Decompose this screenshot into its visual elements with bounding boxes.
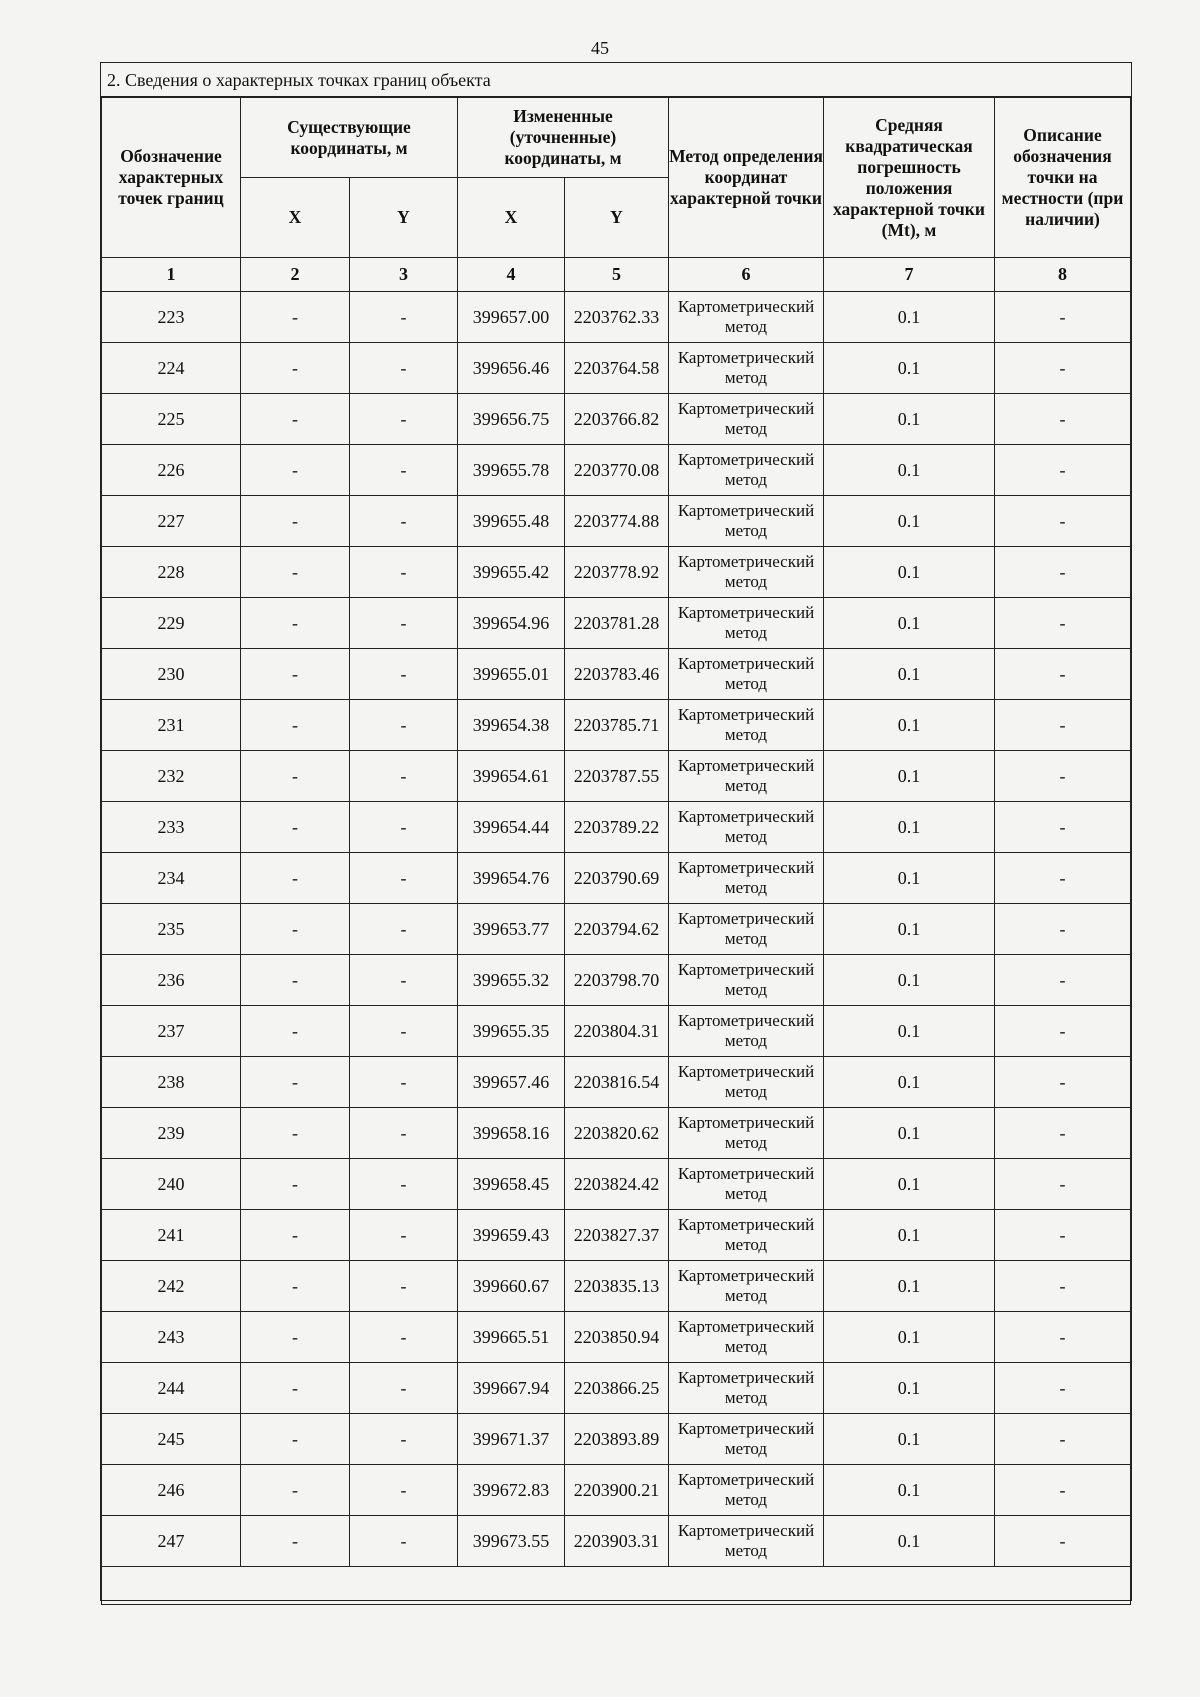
cell-changed-x: 399656.75: [458, 394, 565, 445]
cell-changed-y: 2203764.58: [565, 343, 669, 394]
cell-existing-x: -: [241, 547, 350, 598]
cell-existing-x: -: [241, 853, 350, 904]
cell-method: Картометрический метод: [669, 1363, 824, 1414]
cell-existing-x: -: [241, 343, 350, 394]
cell-method: Картометрический метод: [669, 904, 824, 955]
cell-mean-square-error: 0.1: [824, 853, 995, 904]
cell-existing-x: -: [241, 598, 350, 649]
cell-changed-y: 2203774.88: [565, 496, 669, 547]
empty-row: [102, 1567, 1131, 1605]
cell-existing-x: -: [241, 1006, 350, 1057]
header-changed-y: Y: [565, 178, 669, 258]
table-row: [102, 445, 1131, 496]
cell-point-designation: 226: [102, 445, 241, 496]
cell-description: -: [995, 955, 1131, 1006]
cell-existing-y: -: [350, 700, 458, 751]
cell-point-designation: 245: [102, 1414, 241, 1465]
cell-changed-x: 399667.94: [458, 1363, 565, 1414]
cell-changed-x: 399655.35: [458, 1006, 565, 1057]
table-row: [102, 802, 1131, 853]
table-row: [102, 1057, 1131, 1108]
cell-method: Картометрический метод: [669, 1159, 824, 1210]
cell-method: Картометрический метод: [669, 445, 824, 496]
cell-method: Картометрический метод: [669, 1465, 824, 1516]
cell-changed-y: 2203816.54: [565, 1057, 669, 1108]
cell-method: Картометрический метод: [669, 598, 824, 649]
cell-method: Картометрический метод: [669, 1516, 824, 1567]
document-frame: [100, 62, 1132, 1601]
cell-mean-square-error: 0.1: [824, 1006, 995, 1057]
cell-point-designation: 243: [102, 1312, 241, 1363]
cell-method: Картометрический метод: [669, 496, 824, 547]
cell-method: Картометрический метод: [669, 547, 824, 598]
section-title: 2. Сведения о характерных точках границ объекта: [101, 63, 1131, 97]
cell-point-designation: 240: [102, 1159, 241, 1210]
cell-existing-y: -: [350, 1414, 458, 1465]
table-row: [102, 904, 1131, 955]
table-row: [102, 1312, 1131, 1363]
cell-mean-square-error: 0.1: [824, 496, 995, 547]
cell-existing-x: -: [241, 445, 350, 496]
cell-description: -: [995, 1516, 1131, 1567]
cell-existing-y: -: [350, 853, 458, 904]
cell-point-designation: 238: [102, 1057, 241, 1108]
cell-mean-square-error: 0.1: [824, 1312, 995, 1363]
cell-changed-x: 399658.45: [458, 1159, 565, 1210]
cell-point-designation: 225: [102, 394, 241, 445]
cell-point-designation: 244: [102, 1363, 241, 1414]
column-number: 6: [669, 258, 824, 292]
cell-existing-y: -: [350, 649, 458, 700]
cell-method: Картометрический метод: [669, 1312, 824, 1363]
cell-changed-y: 2203820.62: [565, 1108, 669, 1159]
cell-method: Картометрический метод: [669, 1006, 824, 1057]
header-existing-y: Y: [350, 178, 458, 258]
cell-point-designation: 230: [102, 649, 241, 700]
cell-description: -: [995, 394, 1131, 445]
cell-description: -: [995, 1465, 1131, 1516]
cell-changed-y: 2203762.33: [565, 292, 669, 343]
cell-existing-x: -: [241, 292, 350, 343]
cell-existing-x: -: [241, 1465, 350, 1516]
cell-changed-x: 399657.00: [458, 292, 565, 343]
cell-changed-y: 2203790.69: [565, 853, 669, 904]
column-number: 2: [241, 258, 350, 292]
cell-method: Картометрический метод: [669, 1108, 824, 1159]
cell-description: -: [995, 1210, 1131, 1261]
header-changed-coordinates: Измененные (уточненные) координаты, м: [458, 98, 669, 178]
cell-changed-x: 399654.38: [458, 700, 565, 751]
table-row: [102, 751, 1131, 802]
cell-point-designation: 227: [102, 496, 241, 547]
cell-method: Картометрический метод: [669, 751, 824, 802]
cell-changed-x: 399654.76: [458, 853, 565, 904]
cell-existing-x: -: [241, 1363, 350, 1414]
cell-existing-y: -: [350, 904, 458, 955]
cell-description: -: [995, 496, 1131, 547]
cell-existing-x: -: [241, 496, 350, 547]
cell-existing-y: -: [350, 445, 458, 496]
cell-mean-square-error: 0.1: [824, 1516, 995, 1567]
cell-changed-x: 399659.43: [458, 1210, 565, 1261]
column-numbers-row: [102, 258, 1131, 292]
table-row: [102, 547, 1131, 598]
table-row: [102, 1108, 1131, 1159]
column-number: 7: [824, 258, 995, 292]
cell-existing-x: -: [241, 904, 350, 955]
cell-point-designation: 224: [102, 343, 241, 394]
cell-point-designation: 236: [102, 955, 241, 1006]
cell-mean-square-error: 0.1: [824, 904, 995, 955]
cell-changed-y: 2203785.71: [565, 700, 669, 751]
cell-description: -: [995, 1363, 1131, 1414]
cell-existing-x: -: [241, 1210, 350, 1261]
cell-mean-square-error: 0.1: [824, 394, 995, 445]
cell-existing-y: -: [350, 751, 458, 802]
cell-mean-square-error: 0.1: [824, 1210, 995, 1261]
table-row: [102, 1516, 1131, 1567]
cell-description: -: [995, 1312, 1131, 1363]
cell-point-designation: 232: [102, 751, 241, 802]
cell-mean-square-error: 0.1: [824, 1465, 995, 1516]
cell-description: -: [995, 292, 1131, 343]
cell-changed-y: 2203824.42: [565, 1159, 669, 1210]
empty-cell: [102, 1567, 1131, 1605]
cell-existing-y: -: [350, 1210, 458, 1261]
header-existing-x: X: [241, 178, 350, 258]
cell-existing-x: -: [241, 1516, 350, 1567]
coordinates-table: [101, 97, 1131, 1605]
cell-changed-x: 399672.83: [458, 1465, 565, 1516]
cell-mean-square-error: 0.1: [824, 343, 995, 394]
cell-point-designation: 234: [102, 853, 241, 904]
cell-changed-x: 399655.78: [458, 445, 565, 496]
column-number: 4: [458, 258, 565, 292]
cell-changed-y: 2203850.94: [565, 1312, 669, 1363]
cell-mean-square-error: 0.1: [824, 292, 995, 343]
cell-changed-x: 399655.48: [458, 496, 565, 547]
table-row: [102, 343, 1131, 394]
table-row: [102, 1363, 1131, 1414]
cell-point-designation: 223: [102, 292, 241, 343]
column-number: 8: [995, 258, 1131, 292]
cell-changed-y: 2203783.46: [565, 649, 669, 700]
cell-changed-x: 399673.55: [458, 1516, 565, 1567]
cell-changed-x: 399671.37: [458, 1414, 565, 1465]
cell-description: -: [995, 1108, 1131, 1159]
cell-changed-y: 2203794.62: [565, 904, 669, 955]
cell-changed-x: 399655.32: [458, 955, 565, 1006]
cell-changed-x: 399655.42: [458, 547, 565, 598]
cell-mean-square-error: 0.1: [824, 1414, 995, 1465]
cell-description: -: [995, 1261, 1131, 1312]
cell-existing-y: -: [350, 1363, 458, 1414]
cell-mean-square-error: 0.1: [824, 802, 995, 853]
column-number: 1: [102, 258, 241, 292]
cell-changed-x: 399657.46: [458, 1057, 565, 1108]
cell-existing-x: -: [241, 1057, 350, 1108]
cell-mean-square-error: 0.1: [824, 1261, 995, 1312]
cell-existing-x: -: [241, 394, 350, 445]
cell-point-designation: 242: [102, 1261, 241, 1312]
cell-changed-y: 2203778.92: [565, 547, 669, 598]
cell-mean-square-error: 0.1: [824, 700, 995, 751]
cell-changed-y: 2203787.55: [565, 751, 669, 802]
cell-existing-x: -: [241, 1414, 350, 1465]
cell-description: -: [995, 751, 1131, 802]
cell-point-designation: 239: [102, 1108, 241, 1159]
cell-method: Картометрический метод: [669, 853, 824, 904]
cell-description: -: [995, 1414, 1131, 1465]
cell-existing-y: -: [350, 1057, 458, 1108]
cell-changed-y: 2203835.13: [565, 1261, 669, 1312]
cell-method: Картометрический метод: [669, 292, 824, 343]
cell-existing-x: -: [241, 1108, 350, 1159]
column-number: 5: [565, 258, 669, 292]
cell-existing-x: -: [241, 700, 350, 751]
table-row: [102, 1210, 1131, 1261]
cell-changed-y: 2203766.82: [565, 394, 669, 445]
cell-existing-y: -: [350, 1006, 458, 1057]
table-row: [102, 496, 1131, 547]
cell-existing-x: -: [241, 1261, 350, 1312]
cell-description: -: [995, 700, 1131, 751]
cell-changed-y: 2203789.22: [565, 802, 669, 853]
cell-method: Картометрический метод: [669, 700, 824, 751]
table-row: [102, 1261, 1131, 1312]
cell-changed-x: 399658.16: [458, 1108, 565, 1159]
cell-existing-y: -: [350, 343, 458, 394]
cell-existing-y: -: [350, 547, 458, 598]
cell-mean-square-error: 0.1: [824, 1108, 995, 1159]
cell-method: Картометрический метод: [669, 802, 824, 853]
cell-point-designation: 231: [102, 700, 241, 751]
table-row: [102, 1006, 1131, 1057]
cell-mean-square-error: 0.1: [824, 649, 995, 700]
cell-changed-y: 2203903.31: [565, 1516, 669, 1567]
cell-mean-square-error: 0.1: [824, 751, 995, 802]
cell-existing-y: -: [350, 802, 458, 853]
cell-method: Картометрический метод: [669, 1414, 824, 1465]
cell-mean-square-error: 0.1: [824, 547, 995, 598]
page-number: 45: [591, 38, 609, 58]
cell-description: -: [995, 547, 1131, 598]
cell-existing-x: -: [241, 751, 350, 802]
cell-description: -: [995, 598, 1131, 649]
cell-changed-y: 2203866.25: [565, 1363, 669, 1414]
cell-mean-square-error: 0.1: [824, 1363, 995, 1414]
cell-existing-x: -: [241, 802, 350, 853]
cell-existing-y: -: [350, 394, 458, 445]
cell-point-designation: 228: [102, 547, 241, 598]
cell-description: -: [995, 802, 1131, 853]
header-existing-coordinates: Существующие координаты, м: [241, 98, 458, 178]
cell-method: Картометрический метод: [669, 1057, 824, 1108]
cell-changed-y: 2203770.08: [565, 445, 669, 496]
cell-method: Картометрический метод: [669, 649, 824, 700]
cell-changed-x: 399653.77: [458, 904, 565, 955]
cell-description: -: [995, 343, 1131, 394]
cell-existing-x: -: [241, 649, 350, 700]
table-row: [102, 394, 1131, 445]
table-row: [102, 700, 1131, 751]
cell-changed-x: 399654.44: [458, 802, 565, 853]
cell-changed-x: 399654.96: [458, 598, 565, 649]
cell-point-designation: 247: [102, 1516, 241, 1567]
table-row: [102, 598, 1131, 649]
cell-existing-x: -: [241, 1159, 350, 1210]
cell-existing-y: -: [350, 955, 458, 1006]
cell-existing-y: -: [350, 1261, 458, 1312]
table-row: [102, 1465, 1131, 1516]
cell-description: -: [995, 853, 1131, 904]
header-description: Описание обозначения точки на местности (при наличии): [995, 98, 1131, 258]
cell-description: -: [995, 904, 1131, 955]
cell-method: Картометрический метод: [669, 343, 824, 394]
header-point-designation: Обозначение характерных точек границ: [102, 98, 241, 258]
cell-mean-square-error: 0.1: [824, 445, 995, 496]
cell-mean-square-error: 0.1: [824, 1159, 995, 1210]
cell-method: Картометрический метод: [669, 1261, 824, 1312]
cell-existing-y: -: [350, 1159, 458, 1210]
cell-existing-y: -: [350, 598, 458, 649]
cell-existing-y: -: [350, 496, 458, 547]
header-changed-x: X: [458, 178, 565, 258]
header-method: Метод определения координат характерной точки: [669, 98, 824, 258]
cell-description: -: [995, 1057, 1131, 1108]
cell-existing-y: -: [350, 1516, 458, 1567]
cell-changed-y: 2203781.28: [565, 598, 669, 649]
cell-description: -: [995, 1159, 1131, 1210]
cell-existing-y: -: [350, 1465, 458, 1516]
cell-description: -: [995, 445, 1131, 496]
table-row: [102, 1159, 1131, 1210]
cell-changed-x: 399656.46: [458, 343, 565, 394]
cell-point-designation: 233: [102, 802, 241, 853]
cell-changed-x: 399660.67: [458, 1261, 565, 1312]
cell-changed-y: 2203893.89: [565, 1414, 669, 1465]
cell-changed-x: 399655.01: [458, 649, 565, 700]
table-row: [102, 853, 1131, 904]
table-row: [102, 1414, 1131, 1465]
cell-existing-x: -: [241, 955, 350, 1006]
cell-changed-y: 2203798.70: [565, 955, 669, 1006]
cell-point-designation: 241: [102, 1210, 241, 1261]
column-number: 3: [350, 258, 458, 292]
cell-existing-y: -: [350, 1312, 458, 1363]
cell-existing-y: -: [350, 1108, 458, 1159]
cell-changed-y: 2203900.21: [565, 1465, 669, 1516]
cell-point-designation: 246: [102, 1465, 241, 1516]
cell-point-designation: 237: [102, 1006, 241, 1057]
cell-changed-x: 399665.51: [458, 1312, 565, 1363]
cell-mean-square-error: 0.1: [824, 598, 995, 649]
cell-existing-y: -: [350, 292, 458, 343]
cell-point-designation: 235: [102, 904, 241, 955]
cell-description: -: [995, 1006, 1131, 1057]
header-mean-square-error: Средняя квадратическая погрешность положения характерной точки (Mt), м: [824, 98, 995, 258]
cell-mean-square-error: 0.1: [824, 1057, 995, 1108]
table-row: [102, 955, 1131, 1006]
cell-method: Картометрический метод: [669, 1210, 824, 1261]
cell-changed-y: 2203804.31: [565, 1006, 669, 1057]
cell-description: -: [995, 649, 1131, 700]
table-row: [102, 292, 1131, 343]
cell-method: Картометрический метод: [669, 955, 824, 1006]
cell-mean-square-error: 0.1: [824, 955, 995, 1006]
cell-method: Картометрический метод: [669, 394, 824, 445]
cell-point-designation: 229: [102, 598, 241, 649]
cell-changed-x: 399654.61: [458, 751, 565, 802]
table-row: [102, 649, 1131, 700]
cell-changed-y: 2203827.37: [565, 1210, 669, 1261]
cell-existing-x: -: [241, 1312, 350, 1363]
